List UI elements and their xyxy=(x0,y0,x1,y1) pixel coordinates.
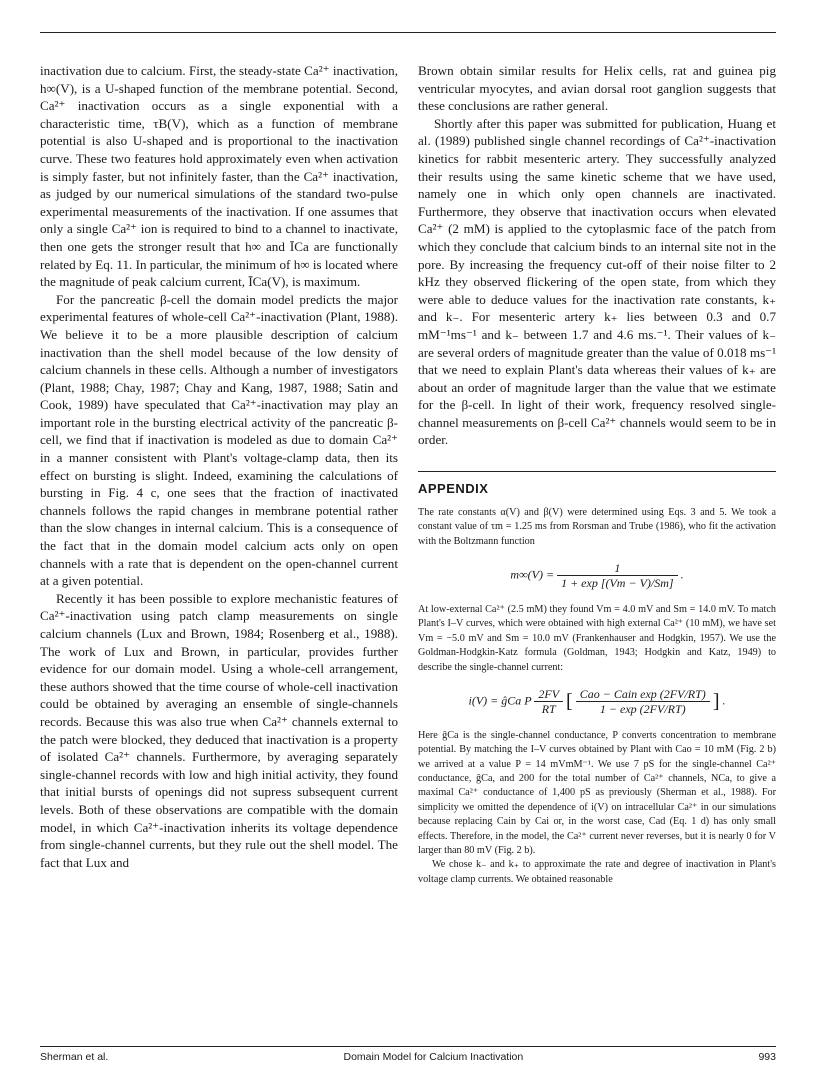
equation-fraction xyxy=(534,687,563,717)
appendix-paragraph: We chose k₋ and k₊ to approximate the rate and degree of inactivation in Plant's voltage clamp currents. We obtained reasonable xyxy=(418,859,776,885)
equation-fraction xyxy=(557,561,678,591)
fraction-denominator: 1 − exp (2FV/RT) xyxy=(599,702,686,717)
footer-title: Domain Model for Calcium Inactivation xyxy=(343,1051,524,1063)
boltzmann-equation xyxy=(418,561,776,591)
paragraph: Recently it has been possible to explore mechanistic features of Ca²⁺-inactivation using patch clamp measurements on single calcium channels (Lux and Brown, 1984; Rosenberg et al., 1988). The work of Lux and Brown, in particular, provides further evidence for our domain model. Using a whole-cell arrangement, these authors showed that the time course of whole-cell inactivation could be obtained by averaging an ensemble of single-channels records. Because this was also true when Ca²⁺ channels external to the patch were blocked, they deduced that inactivation is a property of isolated Ca²⁺ channels. Furthermore, by averaging separately single-channel records with low and high initial activity, they found that initial bursts of openings did not supress subsequent current levels. Both of these observations are compatible with the domain model, in which Ca²⁺-inactivation inherits its voltage dependence from single-channel currents, but they rule out the shell model. The fact that Lux and xyxy=(40,590,398,870)
appendix-body xyxy=(418,506,776,887)
appendix-paragraph: The rate constants α(V) and β(V) were determined using Eqs. 3 and 5. We took a constant value of τm = 1.25 ms from Rorsman and Trube (1986), who fit the activation with the Boltzmann function xyxy=(418,506,776,547)
left-bracket: [ xyxy=(566,690,573,713)
fraction-denominator: 1 + exp [(Vm − V)/Sm] xyxy=(561,576,674,591)
top-rule xyxy=(40,32,776,33)
ghk-equation xyxy=(418,687,776,717)
appendix-heading: APPENDIX xyxy=(418,481,489,497)
fraction-denominator: RT xyxy=(541,702,556,717)
equation-fraction xyxy=(576,687,710,717)
footer-authors: Sherman et al. xyxy=(40,1051,109,1063)
paragraph: Brown obtain similar results for Helix cells, rat and guinea pig ventricular myocytes, and avian dorsal root ganglion suggests that these conclusions are rather general. xyxy=(418,63,776,114)
paragraph: inactivation due to calcium. First, the steady-state Ca²⁺ inactivation, h∞(V), is a U-shaped function of the membrane potential. Second, Ca²⁺ inactivation occurs as a single exponential with a characteristic time, τB(V), which as a function of membrane potential is also U-shaped and is proportional to the inactivation curve. These two features hold approximately even when activation is simply faster, but not infinitely faster, than the Ca²⁺ inactivation, as judged by our numerical simulations of the standard two-pulse experimental measurements of the inactivation. If one assumes that only a single Ca²⁺ ion is required to bind to a channel to inactivate, then one gets the stronger result that h∞ and ĪCa are functionally related by Eq. 11. In particular, the minimum of h∞ is located where the magnitude of peak calcium current, ĪCa(V), is maximum. xyxy=(40,63,398,290)
fraction-numerator: Cao − Cain exp (2FV/RT) xyxy=(576,687,710,702)
appendix-paragraph: At low-external Ca²⁺ (2.5 mM) they found Vm = 4.0 mV and Sm = 14.0 mV. To match Plant's I–V curves, which were obtained with high external Ca²⁺ (10 mM), we have set Vm = −5.0 mV and Sm = 10.0 mV (Frankenhauser and Hodgkin, 1957). We use the Goldman-Hodgkin-Katz formula (Goldman, 1943; Hodgkin and Katz, 1949) to describe the single-channel current: xyxy=(418,603,776,673)
fraction-numerator: 1 xyxy=(557,561,678,576)
equation-end: . xyxy=(722,693,726,708)
appendix-paragraph: Here ĝCa is the single-channel conductance, P converts concentration to membrane potential. By matching the I–V curves obtained by Plant with Cao = 10 mM (Fig. 2 b) we arrived at a value P = 14 mVmM⁻¹. We use 7 pS for the single-channel Ca²⁺ conductance, ĝCa, and 200 for the total number of Ca²⁺ channels, NCa, to give a maximal Ca²⁺ conductance of 1,400 pS as previously (Sherman et al., 1988). For simplicity we omitted the dependence of i(V) on intracellular Ca²⁺ in our simulations because replacing Cain by Cai or, in the worst case, Cad (Eq. 1 d) has only small effects. Therefore, in the model, the Ca²⁺ current never reverses, but it is nearly 0 for V larger than 80 mV (Fig. 2 b). xyxy=(418,729,776,856)
equation-lhs: m∞(V) = xyxy=(510,567,555,582)
page-footer xyxy=(40,1046,776,1063)
right-column xyxy=(418,62,776,887)
appendix-rule xyxy=(418,471,776,472)
equation-lhs: i(V) = ĝCa P xyxy=(468,693,532,708)
left-column xyxy=(40,62,398,871)
paragraph: For the pancreatic β-cell the domain model predicts the major experimental features of whole-cell Ca²⁺-inactivation (Plant, 1988). We believe it to be a more plausible description of calcium inactivation than the shell model because of the low density of calcium channels in these cells. Although a number of investigators (Plant, 1988; Chay, 1987; Chay and Kang, 1987, 1988; Satin and Cook, 1989) have speculated that Ca²⁺-inactivation may play an important role in the bursting electrical activity of the pancreatic β-cell, we find that if inactivation is modeled as due to domain Ca²⁺ in a manner consistent with Plant's voltage-clamp data, then its effect on bursting is slight. Indeed, examining the calculations of bursting in Fig. 4 c, one sees that the fraction of inactivated channels follows the rapid changes in membrane potential rather than the slow changes in internal calcium. This is a consequence of the fact that in the domain model calcium acts only on open channels with a rate that is dependent on the open-channel current at a given potential. xyxy=(40,291,398,589)
fraction-numerator: 2FV xyxy=(534,687,563,702)
page-number: 993 xyxy=(758,1051,776,1063)
footer-row xyxy=(40,1051,776,1063)
right-bracket: ] xyxy=(712,690,720,713)
equation-end: . xyxy=(680,567,684,582)
footer-rule xyxy=(40,1046,776,1047)
paragraph: Shortly after this paper was submitted for publication, Huang et al. (1989) published single channel recordings of Ca²⁺-inactivation kinetics for rabbit mesenteric artery. They successfully analyzed their results using the same kinetic scheme that we have used, namely one in which only open channels are inactivated. Furthermore, they observe that inactivation occurs when elevated Ca²⁺ (2 mM) is applied to the cytoplasmic face of the patch from which they conclude that calcium binds to an internal site not in the pore. By increasing the frequency cut-off of their noise filter to 2 kHz they observed flickering of the open state, from which they were able to deduce values for the inactivation rate constants, k₊ and k₋. For mesenteric artery k₊ lies between 0.3 and 0.7 mM⁻¹ms⁻¹ and k₋ between 1.7 and 4.6 ms.⁻¹. Their values of k₋ are several orders of magnitude greater than the value of 0.018 ms⁻¹ that we need to explain Plant's data whereas their values of k₊ are about an order of magnitude larger than the value that we estimate for the β-cell. In light of their work, frequency resolved single-channel measurements on β-cell Ca²⁺ channels would seem to be in order. xyxy=(418,115,776,448)
